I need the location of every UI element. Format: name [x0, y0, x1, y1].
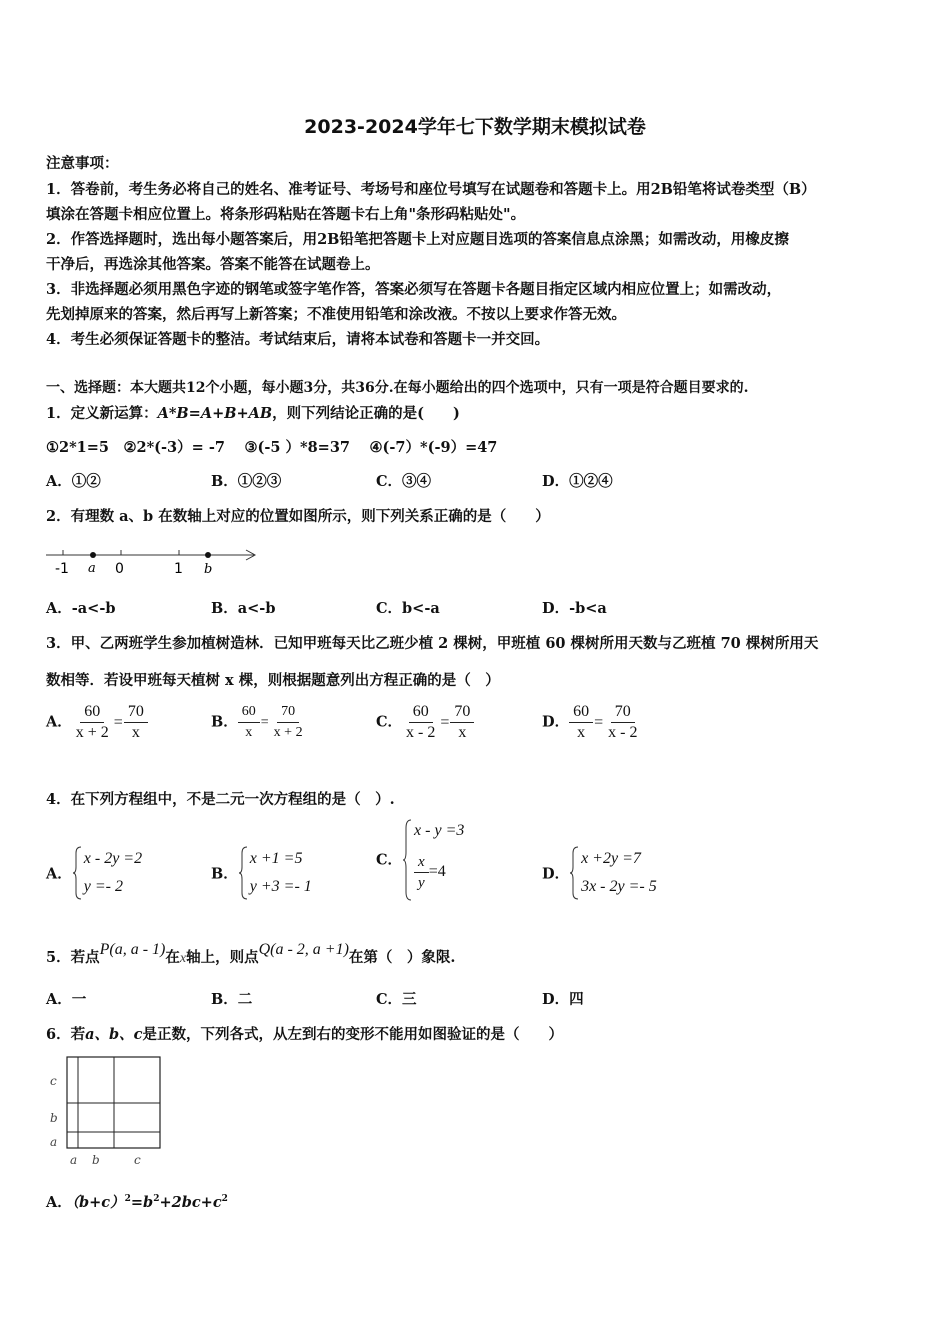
q4-option-d[interactable]: D． x +2y =7 3x - 2y =- 5: [542, 845, 657, 901]
tick-label: 1: [174, 561, 183, 577]
svg-text:b: b: [92, 1153, 100, 1167]
notice-line: 3．非选择题必须用黑色字迹的钢笔或签字笔作答，答案必须写在答题卡各题目指定区域内相应位置上；如需改动，: [46, 281, 782, 298]
notice-line: 4．考生必须保证答题卡的整洁。考试结束后，请将本试卷和答题卡一并交回。: [46, 331, 550, 348]
q3-option-a[interactable]: A． $\frac{60}{x + 2}$ = $\frac{70}{x}$: [46, 702, 148, 743]
question-6-stem: 6．若a、b、c是正数，下列各式，从左到右的变形不能用如图验证的是（ ）: [46, 1026, 563, 1043]
svg-text:b: b: [50, 1111, 58, 1125]
svg-text:c: c: [50, 1074, 57, 1088]
number-line-figure: [40, 542, 265, 578]
question-1-stem: 1．定义新运算：A*B=A+B+AB，则下列结论正确的是( ): [46, 405, 460, 422]
q1-option-a[interactable]: A．①②: [46, 473, 101, 490]
tick-label: -1: [55, 561, 69, 577]
section-heading: 一、选择题：本大题共12个小题，每小题3分，共36分.在每小题给出的四个选项中，只有一项是符合题目要求的.: [46, 380, 749, 396]
question-2-stem: 2．有理数 a、b 在数轴上对应的位置如图所示，则下列关系正确的是（ ）: [46, 508, 550, 525]
point-q: Q(a - 2, a +1): [258, 941, 349, 958]
q5-option-a[interactable]: A．一: [46, 991, 87, 1008]
q3-option-b[interactable]: B． $\frac{60}{x}$ = $\frac{70}{x + 2}$: [211, 704, 303, 740]
question-5-stem: 5．若点P(a, a - 1)在x轴上，则点Q(a - 2, a +1)在第（ ）象限.: [46, 941, 456, 966]
notice-heading: 注意事项：: [46, 155, 119, 172]
notice-line: 先划掉原来的答案，然后再写上新答案；不准使用铅笔和涂改液。不按以上要求作答无效。: [46, 306, 626, 323]
question-3-stem: 数相等．若设甲班每天植树 x 棵，则根据题意列出方程正确的是（ ）: [46, 672, 500, 689]
question-4-stem: 4．在下列方程组中，不是二元一次方程组的是（ ）.: [46, 791, 395, 808]
svg-text:c: c: [134, 1153, 141, 1167]
q4-option-b[interactable]: B． x +1 =5 y +3 =- 1: [211, 845, 312, 901]
tick-label: 0: [115, 561, 124, 577]
notice-line: 1．答卷前，考生务必将自己的姓名、准考证号、考场号和座位号填写在试题卷和答题卡上。用2B铅笔将试卷类型（B）: [46, 181, 816, 198]
question-3-stem: 3．甲、乙两班学生参加植树造林．已知甲班每天比乙班少植 2 棵树，甲班植 60 棵树所用天数与乙班植 70 棵树所用天: [46, 635, 819, 652]
area-grid-figure: [44, 1052, 169, 1170]
brace-icon: [402, 818, 412, 902]
q2-option-a[interactable]: A．-a<-b: [46, 600, 116, 617]
q4-option-a[interactable]: A． x - 2y =2 y =- 2: [46, 845, 142, 901]
q6-option-a[interactable]: A．$(b+c)^2=b^2+2bc+c^2$: [46, 1194, 228, 1211]
point-label-b: b: [204, 562, 213, 577]
brace-icon: [238, 845, 248, 901]
point-label-a: a: [88, 561, 96, 576]
q2-option-c[interactable]: C．b<-a: [376, 600, 440, 617]
question-1-statements: ①2*1=5 ②2*(-3）= -7 ③(-5 ）*8=37 ④(-7）*(-9）=47: [46, 439, 498, 456]
notice-line: 填涂在答题卡相应位置上。将条形码粘贴在答题卡右上角"条形码粘贴处"。: [46, 206, 526, 223]
q1-formula: A*B=A+B+AB: [157, 405, 273, 422]
q5-option-c[interactable]: C．三: [376, 991, 417, 1008]
notice-line: 干净后，再选涂其他答案。答案不能答在试题卷上。: [46, 256, 380, 273]
q2-option-d[interactable]: D．-b<a: [542, 600, 607, 617]
svg-text:a: a: [50, 1135, 58, 1149]
page-title: 2023-2024学年七下数学期末模拟试卷: [304, 116, 646, 138]
svg-text:a: a: [70, 1153, 78, 1167]
q5-option-d[interactable]: D．四: [542, 991, 584, 1008]
q3-option-d[interactable]: D． $\frac{60}{x}$ = $\frac{70}{x - 2}$: [542, 703, 638, 741]
q3-option-c[interactable]: C． $\frac{60}{x - 2}$ = $\frac{70}{x}$: [376, 702, 474, 743]
notice-line: 2．作答选择题时，选出每小题答案后，用2B铅笔把答题卡上对应题目选项的答案信息点涂黑；如需改动，用橡皮擦: [46, 231, 789, 248]
q1-option-c[interactable]: C．③④: [376, 473, 432, 490]
brace-icon: [72, 845, 82, 901]
point-p: P(a, a - 1): [99, 941, 166, 958]
q4-option-c[interactable]: C． x - y =3 $\frac{x}{y}$ =4: [376, 818, 464, 900]
q1-option-d[interactable]: D．①②④: [542, 473, 613, 490]
brace-icon: [569, 845, 579, 901]
q2-option-b[interactable]: B．a<-b: [211, 600, 276, 617]
q5-option-b[interactable]: B．二: [211, 991, 253, 1008]
q1-option-b[interactable]: B．①②③: [211, 473, 282, 490]
